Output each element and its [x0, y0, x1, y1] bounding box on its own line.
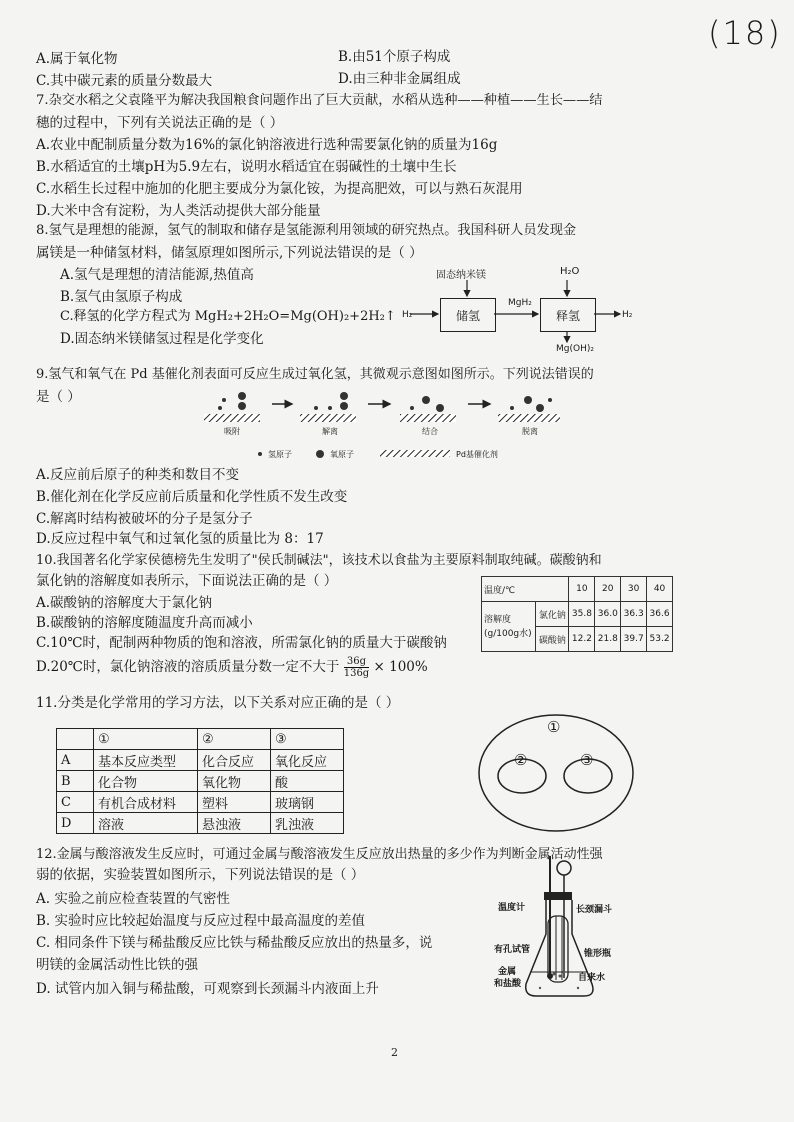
table-cell: 39.7: [621, 627, 647, 652]
label-funnel: 长颈漏斗: [576, 905, 613, 915]
table-cell: 53.2: [647, 627, 673, 652]
step-label-adsorb: 吸附: [224, 427, 240, 436]
q8-option-b: B.氢气由氢原子构成: [60, 289, 183, 305]
q10-option-d: [36, 656, 428, 679]
diagram-label-nano-mg: 固态纳米镁: [436, 270, 486, 281]
table-row: [57, 813, 344, 834]
q6-option-b: B.由51个原子构成: [338, 49, 451, 65]
table-cell: 酸: [271, 771, 344, 792]
q9-option-a: A.反应前后原子的种类和数目不变: [36, 467, 240, 483]
table-cell: 乳浊液: [271, 813, 344, 834]
q10-option-d-suffix: × 100%: [373, 659, 428, 675]
diagram-label-water: H₂O: [560, 266, 580, 277]
table-row-name: 碳酸钠: [536, 627, 569, 652]
catalyst-surface-3: [400, 414, 456, 422]
q7-option-c: C.水稻生长过程中施加的化肥主要成分为氯化铵，为提高肥效，可以与熟石灰混用: [36, 181, 523, 197]
legend-hydrogen-atom: [258, 452, 262, 456]
q8-stem: 8.氢气是理想的能源，氢气的制取和储存是氢能源利用领域的研究热点。我国科研人员发现金: [36, 223, 577, 238]
table-row-name: 氯化钠: [536, 602, 569, 627]
q10-stem-2: 氯化钠的溶解度如表所示，下面说法正确的是（ ）: [36, 573, 338, 589]
table-cell: 化合反应: [198, 750, 271, 771]
sol-label-line1: 溶解度: [484, 614, 512, 625]
step-label-desorb: 脱离: [522, 427, 538, 436]
row-label: B: [57, 771, 94, 792]
q10-option-d-text: D.20℃时，氯化钠溶液的溶质质量分数一定不大于: [36, 659, 340, 675]
label-flask: 锥形瓶: [584, 949, 612, 959]
catalyst-surface-2: [300, 414, 356, 422]
q12-option-b: B. 实验时应比较起始温度与反应过程中最高温度的差值: [36, 913, 366, 929]
q8-option-c: C.释氢的化学方程式为 MgH₂+2H₂O=Mg(OH)₂+2H₂↑: [60, 309, 396, 324]
q9-option-b: B.催化剂在化学反应前后质量和化学性质不发生改变: [36, 489, 348, 505]
q7-option-b: B.水稻适宜的土壤pH为5.9左右，说明水稻适宜在弱碱性的土壤中生长: [36, 159, 457, 175]
table-cell: 有机合成材料: [94, 792, 198, 813]
table-cell: 悬浊液: [198, 813, 271, 834]
row-label: D: [57, 813, 94, 834]
label-tube: 有孔试管: [494, 945, 531, 955]
q9-option-d: D.反应过程中氧气和过氧化氢的质量比为 8：17: [36, 531, 324, 547]
table-header: [57, 729, 94, 750]
fraction-numerator: 36g: [344, 656, 370, 668]
label-metal: 金属: [498, 967, 517, 977]
legend-label-catalyst: Pd基催化剂: [456, 450, 498, 459]
diagram-label-mgoh2: Mg(OH)₂: [556, 344, 594, 354]
q10-fraction: [344, 656, 370, 679]
corner-mark: (18): [708, 14, 782, 52]
q12-option-c: C. 相同条件下镁与稀盐酸反应比铁与稀盐酸反应放出的热量多，说: [36, 935, 433, 951]
q7-option-a: A.农业中配制质量分数为16%的氯化钠溶液进行选种需要氯化钠的质量为16g: [36, 137, 498, 153]
fraction-denominator: 136g: [343, 668, 370, 679]
q6-option-a: A.属于氧化物: [36, 51, 118, 67]
table-cell: 基本反应类型: [94, 750, 198, 771]
legend-label-oxygen: 氧原子: [330, 450, 354, 459]
q7-stem-2: 穗的过程中，下列有关说法正确的是（ ）: [36, 115, 284, 131]
q8-option-a: A.氢气是理想的清洁能源,热值高: [60, 267, 254, 283]
q12-stem-2: 弱的依据，实验装置如图所示，下列说法错误的是（ ）: [36, 867, 365, 883]
q8-option-d: D.固态纳米镁储氢过程是化学变化: [60, 331, 264, 347]
table-temp: 30: [621, 577, 647, 602]
q7-stem: 7.杂交水稻之父袁隆平为解决我国粮食问题作出了巨大贡献，水稻从选种——种植——生长——结: [36, 93, 603, 108]
q9-option-c: C.解离时结构被破坏的分子是氢分子: [36, 511, 253, 527]
legend-label-hydrogen: 氢原子: [268, 450, 292, 459]
label-water: 自来水: [578, 973, 606, 983]
q8-stem-2: 属镁是一种储氢材料，储氢原理如图所示,下列说法错误的是（ ）: [36, 245, 423, 261]
table-temp: 20: [595, 577, 621, 602]
catalyst-surface-4: [498, 414, 560, 422]
table-cell: 36.6: [647, 602, 673, 627]
q6-option-c: C.其中碳元素的质量分数最大: [36, 73, 213, 89]
label-acid: 和盐酸: [494, 979, 522, 989]
row-label: A: [57, 750, 94, 771]
table-temp-label: 温度/℃: [482, 577, 569, 602]
table-cell: 35.8: [569, 602, 595, 627]
table-row: [57, 771, 344, 792]
table-header: ①: [94, 729, 198, 750]
q12-option-a: A. 实验之前应检查装置的气密性: [36, 891, 230, 907]
diagram-label-h2-in: H₂: [402, 310, 413, 320]
row-label: C: [57, 792, 94, 813]
table-cell: 21.8: [595, 627, 621, 652]
venn-label-left: ②: [514, 751, 528, 769]
q10-option-b: B.碳酸钠的溶解度随温度升高而减小: [36, 615, 253, 631]
page-number: 2: [391, 1046, 398, 1059]
table-cell: 36.0: [595, 602, 621, 627]
table-cell: 化合物: [94, 771, 198, 792]
q10-option-a: A.碳酸钠的溶解度大于氯化钠: [36, 595, 213, 611]
q9-stem: 9.氢气和氧气在 Pd 基催化剂表面可反应生成过氧化氢，其微观示意图如图所示。下列说法错误的: [36, 367, 594, 382]
table-cell: 塑料: [198, 792, 271, 813]
solubility-table: [481, 576, 673, 652]
table-sol-label: [482, 602, 536, 652]
sol-label-line2: (g/100g水): [484, 628, 532, 639]
table-header: ②: [198, 729, 271, 750]
table-row: [57, 750, 344, 771]
table-cell: 36.3: [621, 602, 647, 627]
apparatus-diagram: [520, 856, 620, 1006]
table-cell: 12.2: [569, 627, 595, 652]
table-cell: 氧化物: [198, 771, 271, 792]
q6-option-d: D.由三种非金属组成: [338, 71, 461, 87]
release-box: 释氢: [540, 298, 596, 332]
venn-label-outer: ①: [547, 718, 561, 736]
q12-option-c-cont: 明镁的金属活动性比铁的强: [36, 957, 198, 973]
table-header: ③: [271, 729, 344, 750]
venn-label-right: ③: [580, 751, 594, 769]
step-label-combine: 结合: [422, 427, 438, 436]
table-cell: 氧化反应: [271, 750, 344, 771]
diagram-label-mgh2: MgH₂: [508, 298, 532, 308]
diagram-arrows: [400, 270, 640, 350]
q11-stem: 11.分类是化学常用的学习方法，以下关系对应正确的是（ ）: [36, 695, 400, 711]
diagram-label-h2-out: H₂: [622, 310, 633, 320]
table-cell: 溶液: [94, 813, 198, 834]
q7-option-d: D.大米中含有淀粉，为人类活动提供大部分能量: [36, 203, 321, 219]
table-cell: 玻璃钢: [271, 792, 344, 813]
table-temp: 40: [647, 577, 673, 602]
label-thermometer: 温度计: [498, 903, 526, 913]
step-label-dissociate: 解离: [322, 427, 338, 436]
q12-stem: 12.金属与酸溶液发生反应时，可通过金属与酸溶液发生反应放出热量的多少作为判断金属活动性强: [36, 847, 603, 862]
classification-table: [56, 728, 344, 834]
legend-oxygen-atom: [316, 450, 324, 458]
table-temp: 10: [569, 577, 595, 602]
q10-stem: 10.我国著名化学家侯德榜先生发明了"侯氏制碱法"，该技术以食盐为主要原料制取纯碱。碳酸钠和: [36, 553, 602, 568]
storage-box: 储氢: [440, 298, 496, 332]
q10-option-c: C.10℃时，配制两种物质的饱和溶液，所需氯化钠的质量大于碳酸钠: [36, 635, 447, 651]
legend-catalyst-swatch: [380, 450, 450, 457]
q9-stem-2: 是（ ）: [36, 389, 81, 405]
q12-option-d: D. 试管内加入铜与稀盐酸，可观察到长颈漏斗内液面上升: [36, 981, 379, 997]
table-row: [57, 792, 344, 813]
catalyst-surface-1: [204, 414, 260, 422]
